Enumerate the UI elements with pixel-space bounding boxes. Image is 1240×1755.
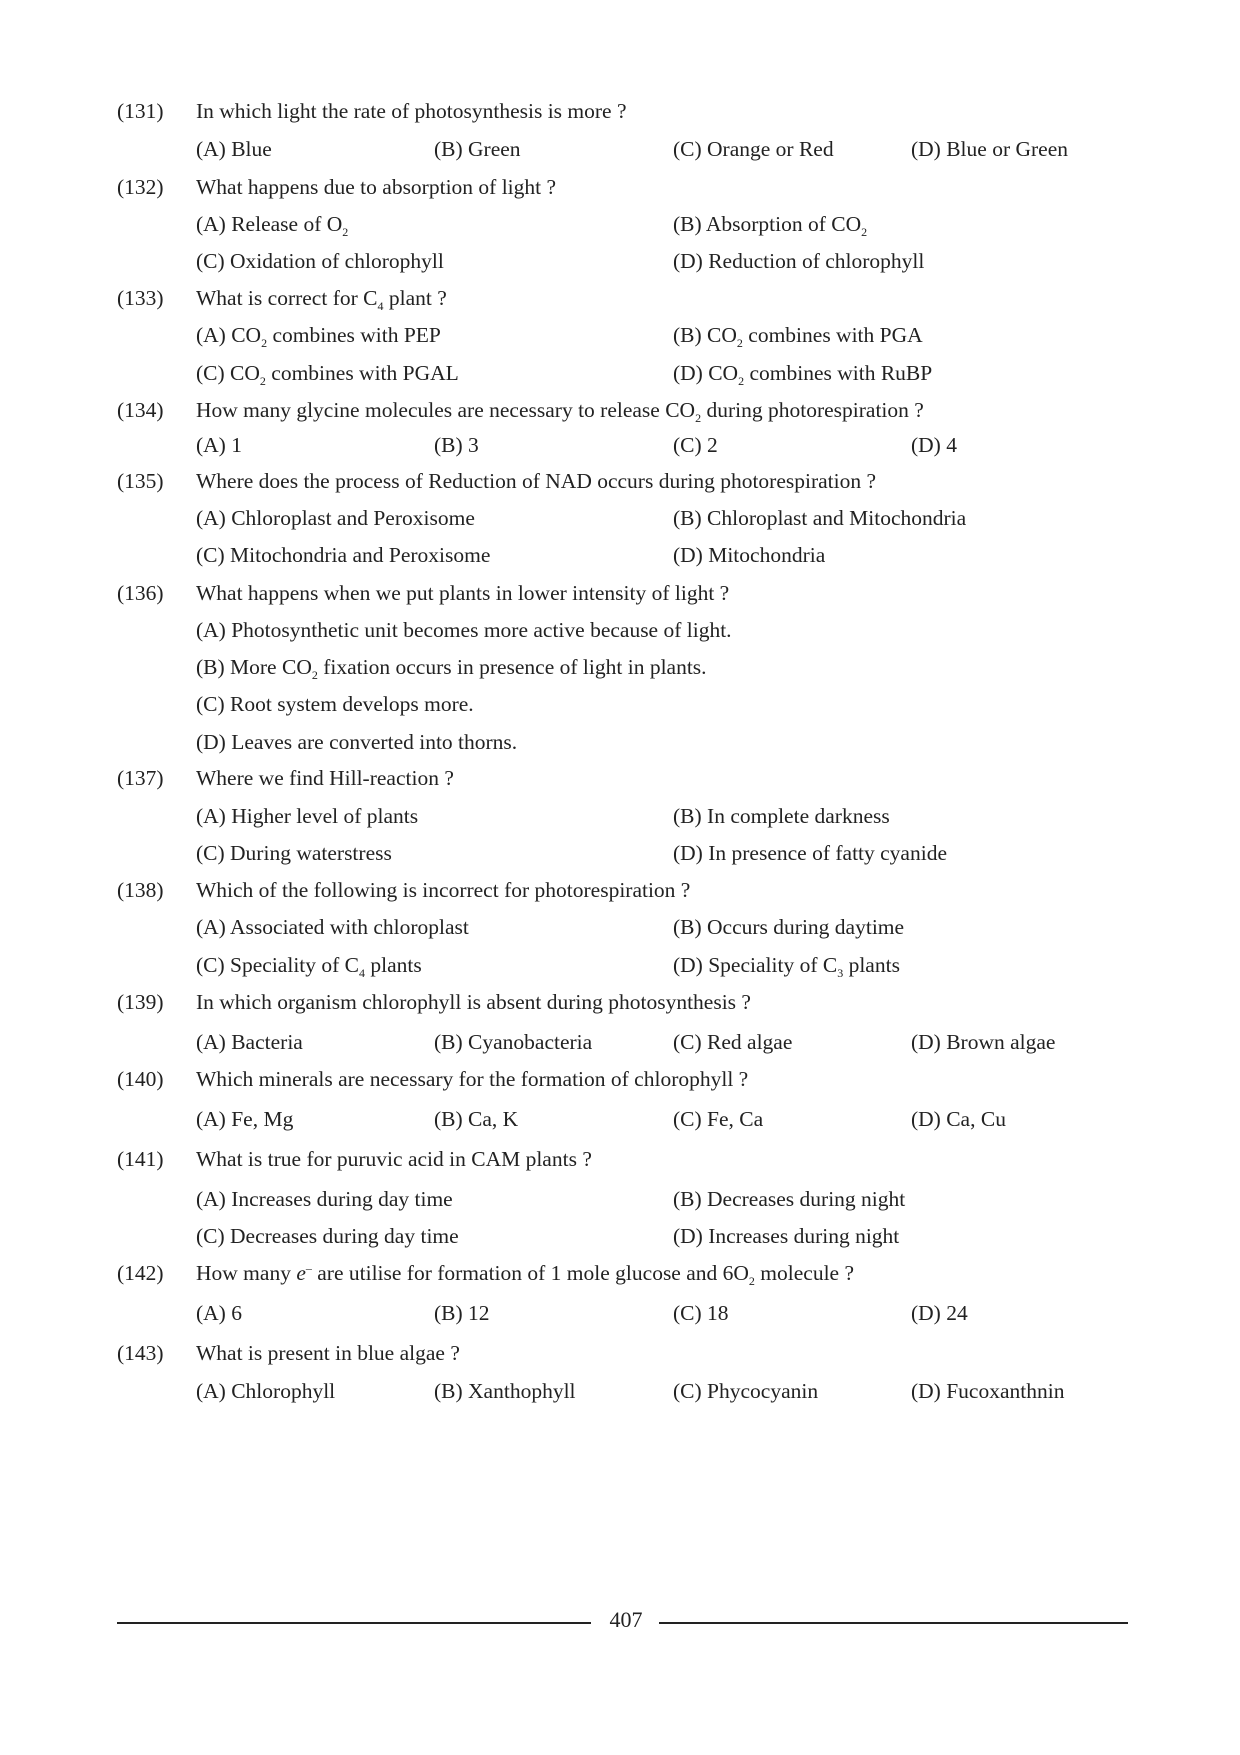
question-number: (132) [117,175,164,199]
option-b: (B) In complete darkness [673,804,890,828]
question-number: (140) [117,1067,164,1091]
question-141 [0,1144,1240,1174]
question-number: (137) [117,766,164,790]
question-number: (143) [117,1341,164,1365]
footer-rule-left [117,1622,591,1624]
question-131 [0,96,1240,126]
question-143 [0,1338,1240,1368]
option-d: (D) 24 [911,1301,968,1325]
question-number: (142) [117,1261,164,1285]
option-d: (D) Fucoxanthnin [911,1379,1065,1403]
question-142 [0,1258,1240,1288]
option-b: (B) Chloroplast and Mitochondria [673,506,967,530]
question-number: (133) [117,286,164,310]
question-136 [0,578,1240,608]
option-c: (C) 2 [673,433,718,457]
question-number: (131) [117,99,164,123]
question-text: How many glycine molecules are necessary to release $CO_2$ during photorespiration ? [196,398,924,425]
question-text: Where does the process of Reduction of NAD occurs during photorespiration ? [196,469,877,493]
option-a: (A) Photosynthetic unit becomes more active because of light. [196,618,732,642]
option-d: (D) $CO_2$ combines with RuBP [673,361,933,388]
question-text: In which light the rate of photosynthesis is more ? [196,99,627,123]
option-d: (D) Reduction of chlorophyll [673,249,925,273]
option-c: (C) Decreases during day time [196,1224,459,1248]
option-a: (A) $CO_2$ combines with PEP [196,323,441,350]
question-text: In which organism chlorophyll is absent during photosynthesis ? [196,990,751,1014]
option-b: (B) Occurs during daytime [673,915,905,939]
option-b: (B) Cyanobacteria [434,1030,593,1054]
option-a: (A) 6 [196,1301,242,1325]
question-number: (139) [117,990,164,1014]
question-number: (134) [117,398,164,422]
option-a: (A) 1 [196,433,242,457]
option-b: (B) Ca, K [434,1107,519,1131]
question-number: (135) [117,469,164,493]
option-c: (C) During waterstress [196,841,392,865]
footer-rule-right [659,1622,1128,1624]
option-b: (B) 12 [434,1301,490,1325]
question-132 [0,172,1240,202]
question-text: Which of the following is incorrect for photorespiration ? [196,878,691,902]
question-text: Which minerals are necessary for the formation of chlorophyll ? [196,1067,749,1091]
option-a: (A) Increases during day time [196,1187,453,1211]
option-c: (C) Phycocyanin [673,1379,819,1403]
question-134 [0,395,1240,425]
option-a: (A) Associated with chloroplast [196,915,469,939]
question-138 [0,875,1240,905]
question-135 [0,466,1240,496]
option-c: (C) Root system develops more. [196,692,474,716]
option-a: (A) Bacteria [196,1030,303,1054]
option-d: (D) Mitochondria [673,543,826,567]
question-number: (138) [117,878,164,902]
option-c: (C) $CO_2$ combines with PGAL [196,361,459,388]
option-c: (C) Oxidation of chlorophyll [196,249,444,273]
option-c: (C) Fe, Ca [673,1107,764,1131]
option-c: (C) 18 [673,1301,729,1325]
option-c: (C) Mitochondria and Peroxisome [196,543,491,567]
option-d: (D) Speciality of $C_3$ plants [673,953,900,980]
question-number: (136) [117,581,164,605]
option-d: (D) 4 [911,433,957,457]
option-d: (D) Blue or Green [911,137,1069,161]
option-a: (A) Fe, Mg [196,1107,294,1131]
option-a: (A) Release of $O_2$ [196,212,349,239]
question-text: What is correct for $C_4$ plant ? [196,286,447,313]
option-d: (D) Increases during night [673,1224,900,1248]
question-text: What happens due to absorption of light ? [196,175,557,199]
question-133 [0,283,1240,313]
page-number: 407 [609,1607,643,1632]
question-number: (141) [117,1147,164,1171]
question-text: Where we find Hill-reaction ? [196,766,454,790]
option-b: (B) Decreases during night [673,1187,906,1211]
option-b: (B) 3 [434,433,479,457]
option-b: (B) More $CO_2$ fixation occurs in presence of light in plants. [196,655,707,682]
question-137 [0,763,1240,793]
option-d: (D) Ca, Cu [911,1107,1006,1131]
question-139 [0,987,1240,1017]
option-c: (C) Red algae [673,1030,793,1054]
option-a: (A) Higher level of plants [196,804,419,828]
option-b: (B) Xanthophyll [434,1379,576,1403]
question-text: What happens when we put plants in lower intensity of light ? [196,581,730,605]
option-a: (A) Chlorophyll [196,1379,336,1403]
option-a: (A) Chloroplast and Peroxisome [196,506,475,530]
option-b: (B) Green [434,137,521,161]
option-d: (D) Leaves are converted into thorns. [196,730,518,754]
question-140 [0,1064,1240,1094]
question-text: What is true for puruvic acid in CAM plants ? [196,1147,592,1171]
option-b: (B) Absorption of $CO_2$ [673,212,868,239]
option-d: (D) In presence of fatty cyanide [673,841,947,865]
option-d: (D) Brown algae [911,1030,1056,1054]
question-text: How many e– are utilise for formation of 1 mole glucose and $6O_2$ molecule ? [196,1261,855,1288]
option-c: (C) Speciality of $C_4$ plants [196,953,422,980]
option-b: (B) $CO_2$ combines with PGA [673,323,923,350]
option-c: (C) Orange or Red [673,137,834,161]
option-a: (A) Blue [196,137,272,161]
question-text: What is present in blue algae ? [196,1341,460,1365]
